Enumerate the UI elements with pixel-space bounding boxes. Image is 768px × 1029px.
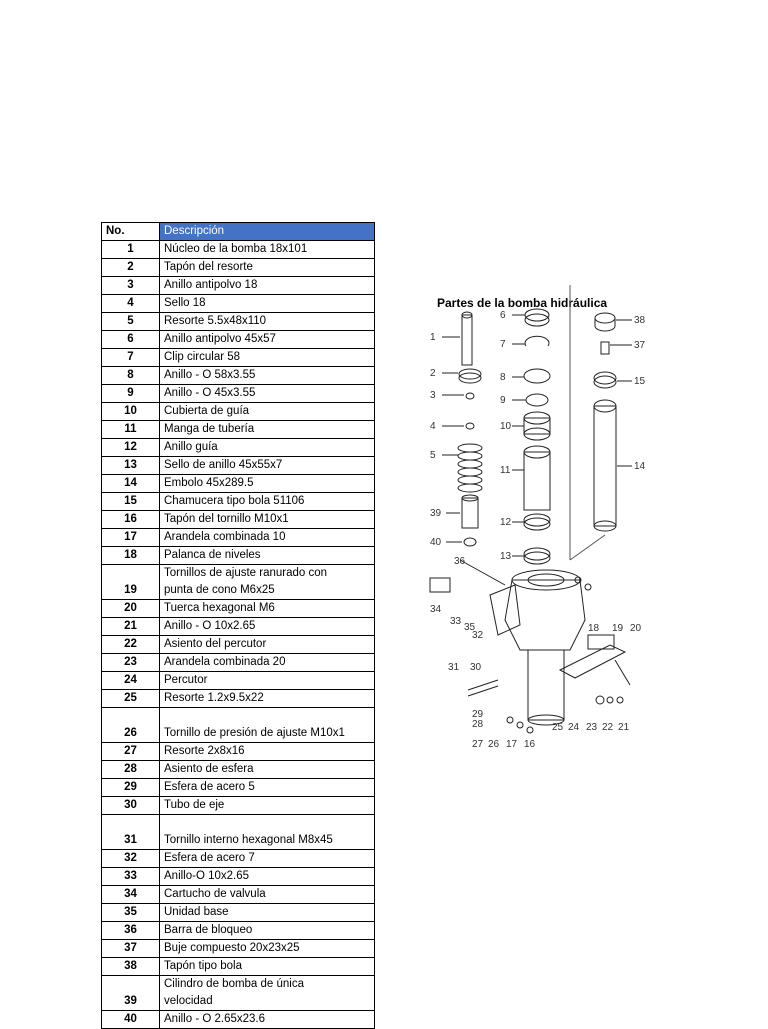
part-description: Resorte 5.5x48x110 [160, 313, 375, 331]
part-number: 4 [102, 295, 160, 313]
part-description: Tubo de eje [160, 797, 375, 815]
part-number: 11 [102, 421, 160, 439]
part-description: Tornillo de presión de ajuste M10x1 [160, 708, 375, 743]
part-description: Chamucera tipo bola 51106 [160, 493, 375, 511]
part-description: Anillo - O 10x2.65 [160, 618, 375, 636]
table-row [102, 439, 375, 457]
part-description: Sello de anillo 45x55x7 [160, 457, 375, 475]
part-number: 37 [102, 940, 160, 958]
parts-table-body [102, 241, 375, 1029]
table-row [102, 565, 375, 600]
part-description: Buje compuesto 20x23x25 [160, 940, 375, 958]
table-row [102, 529, 375, 547]
part-description: Anillo guía [160, 439, 375, 457]
part-number: 7 [102, 349, 160, 367]
callout-label: 33 [450, 616, 462, 627]
parts-table [101, 222, 375, 1029]
part-number: 19 [102, 565, 160, 600]
part-description: Anillo - O 45x3.55 [160, 385, 375, 403]
callout-label: 40 [430, 537, 442, 548]
part-description: Esfera de acero 7 [160, 850, 375, 868]
callout-label: 13 [500, 551, 512, 562]
callout-label: 35 [464, 622, 476, 633]
part-description: Asiento del percutor [160, 636, 375, 654]
callout-label: 6 [500, 310, 506, 321]
part-description: Clip circular 58 [160, 349, 375, 367]
part-description: Núcleo de la bomba 18x101 [160, 241, 375, 259]
part-number: 39 [102, 976, 160, 1011]
part-description: Esfera de acero 5 [160, 779, 375, 797]
part-number: 31 [102, 815, 160, 850]
callout-label: 9 [500, 395, 506, 406]
table-row [102, 241, 375, 259]
part-number: 30 [102, 797, 160, 815]
callout-label: 26 [488, 739, 500, 750]
table-row [102, 493, 375, 511]
part-number: 12 [102, 439, 160, 457]
callout-label: 10 [500, 421, 512, 432]
part-number: 29 [102, 779, 160, 797]
callout-label: 15 [634, 376, 646, 387]
callout-label: 11 [500, 465, 511, 476]
part-description: Sello 18 [160, 295, 375, 313]
part-description: Tapón tipo bola [160, 958, 375, 976]
table-row [102, 547, 375, 565]
part-number: 15 [102, 493, 160, 511]
header-description: Descripción [160, 223, 375, 241]
part-description: Tuerca hexagonal M6 [160, 600, 375, 618]
table-row [102, 654, 375, 672]
table-header-row [102, 223, 375, 241]
part-description: Tapón del resorte [160, 259, 375, 277]
table-row [102, 457, 375, 475]
part-description: Cilindro de bomba de única velocidad [160, 976, 375, 1011]
diagram-title: Partes de la bomba hidráulica [437, 296, 608, 310]
table-row [102, 331, 375, 349]
part-number: 25 [102, 690, 160, 708]
table-row [102, 922, 375, 940]
table-row [102, 367, 375, 385]
callout-label: 37 [634, 340, 646, 351]
callout-label: 25 [552, 722, 564, 733]
callout-label: 36 [454, 556, 466, 567]
part-description: Tornillos de ajuste ranurado con punta de cono M6x25 [160, 565, 375, 600]
part-number: 16 [102, 511, 160, 529]
table-row [102, 797, 375, 815]
table-row [102, 511, 375, 529]
callout-label: 5 [430, 450, 436, 461]
callout-label: 7 [500, 339, 506, 350]
table-row [102, 618, 375, 636]
callout-label: 21 [618, 722, 630, 733]
part-number: 28 [102, 761, 160, 779]
table-row [102, 743, 375, 761]
table-row [102, 313, 375, 331]
callout-label: 8 [500, 372, 506, 383]
table-row [102, 349, 375, 367]
part-description: Embolo 45x289.5 [160, 475, 375, 493]
callout-label: 29 [472, 709, 484, 720]
part-number: 35 [102, 904, 160, 922]
callout-label: 28 [472, 719, 484, 730]
table-row [102, 708, 375, 743]
part-description: Cubierta de guía [160, 403, 375, 421]
callout-label: 4 [430, 421, 436, 432]
table-row [102, 403, 375, 421]
table-row [102, 636, 375, 654]
part-number: 33 [102, 868, 160, 886]
table-row [102, 1011, 375, 1029]
table-row [102, 295, 375, 313]
table-row [102, 475, 375, 493]
part-number: 40 [102, 1011, 160, 1029]
part-description: Anillo - O 58x3.55 [160, 367, 375, 385]
table-row [102, 385, 375, 403]
table-row [102, 421, 375, 439]
part-number: 26 [102, 708, 160, 743]
part-number: 21 [102, 618, 160, 636]
callout-label: 14 [634, 461, 646, 472]
exploded-pump-diagram [420, 280, 660, 760]
part-number: 24 [102, 672, 160, 690]
part-number: 32 [102, 850, 160, 868]
part-number: 17 [102, 529, 160, 547]
part-description: Manga de tubería [160, 421, 375, 439]
callout-label: 38 [634, 315, 646, 326]
part-number: 38 [102, 958, 160, 976]
table-row [102, 600, 375, 618]
part-number: 20 [102, 600, 160, 618]
table-row [102, 868, 375, 886]
part-description: Anillo - O 2.65x23.6 [160, 1011, 375, 1029]
part-number: 9 [102, 385, 160, 403]
part-description: Barra de bloqueo [160, 922, 375, 940]
table-row [102, 779, 375, 797]
part-number: 13 [102, 457, 160, 475]
table-row [102, 761, 375, 779]
table-row [102, 940, 375, 958]
table-row [102, 886, 375, 904]
callout-label: 23 [586, 722, 598, 733]
part-number: 1 [102, 241, 160, 259]
part-number: 6 [102, 331, 160, 349]
callout-label: 22 [602, 722, 614, 733]
table-row [102, 259, 375, 277]
callout-label: 20 [630, 623, 642, 634]
callout-label: 32 [472, 630, 484, 641]
header-no: No. [102, 223, 160, 241]
part-description: Cartucho de valvula [160, 886, 375, 904]
callout-label: 16 [524, 739, 536, 750]
part-number: 2 [102, 259, 160, 277]
part-number: 18 [102, 547, 160, 565]
part-number: 5 [102, 313, 160, 331]
callout-label: 24 [568, 722, 580, 733]
callout-label: 27 [472, 739, 484, 750]
table-row [102, 277, 375, 295]
part-number: 23 [102, 654, 160, 672]
part-number: 14 [102, 475, 160, 493]
part-description: Arandela combinada 20 [160, 654, 375, 672]
callout-label: 12 [500, 517, 512, 528]
part-number: 10 [102, 403, 160, 421]
callout-label: 30 [470, 662, 482, 673]
table-row [102, 976, 375, 1011]
part-description: Resorte 1.2x9.5x22 [160, 690, 375, 708]
part-description: Anillo antipolvo 45x57 [160, 331, 375, 349]
table-row [102, 672, 375, 690]
callout-label: 39 [430, 508, 442, 519]
callout-label: 19 [612, 623, 624, 634]
part-description: Resorte 2x8x16 [160, 743, 375, 761]
callout-label: 31 [448, 662, 460, 673]
part-number: 27 [102, 743, 160, 761]
callout-label: 1 [430, 332, 436, 343]
part-description: Unidad base [160, 904, 375, 922]
table-row [102, 850, 375, 868]
part-description: Percutor [160, 672, 375, 690]
part-description: Asiento de esfera [160, 761, 375, 779]
table-row [102, 958, 375, 976]
table-row [102, 690, 375, 708]
part-number: 22 [102, 636, 160, 654]
part-number: 34 [102, 886, 160, 904]
part-number: 8 [102, 367, 160, 385]
part-number: 3 [102, 277, 160, 295]
part-description: Anillo antipolvo 18 [160, 277, 375, 295]
callout-label: 2 [430, 368, 436, 379]
callout-label: 17 [506, 739, 518, 750]
callout-label: 3 [430, 390, 436, 401]
callout-label: 34 [430, 604, 442, 615]
table-row [102, 815, 375, 850]
table-row [102, 904, 375, 922]
part-description: Tornillo interno hexagonal M8x45 [160, 815, 375, 850]
part-number: 36 [102, 922, 160, 940]
part-description: Palanca de niveles [160, 547, 375, 565]
part-description: Anillo-O 10x2.65 [160, 868, 375, 886]
part-description: Tapón del tornillo M10x1 [160, 511, 375, 529]
callout-label: 18 [588, 623, 600, 634]
part-description: Arandela combinada 10 [160, 529, 375, 547]
